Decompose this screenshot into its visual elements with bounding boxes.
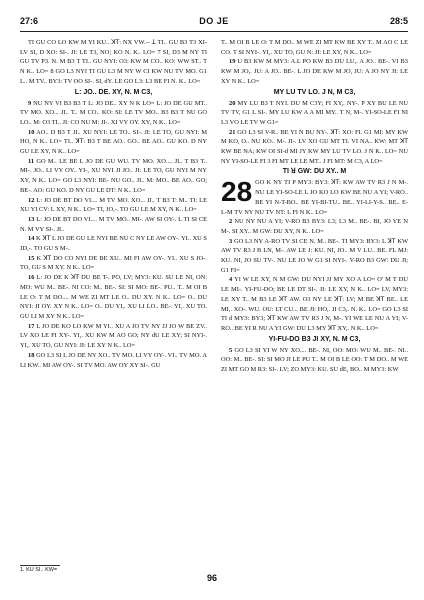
verse-paragraph [221, 275, 408, 333]
verse-number: 18 [28, 351, 35, 359]
verse-paragraph [20, 157, 207, 196]
verse-paragraph [221, 57, 408, 86]
verse-text: K ꓘꓔ DO CO NYI DE BE XU.. MI FI AW OY-. YI.. XU S JO-. TO, GU S M XY. N K.. LO= [20, 254, 207, 272]
verse-number: 17 [28, 322, 35, 330]
verse-text: TI GU CO LO KW M YI KU.. ꓘꓔ: NX VW.-- ꓕ TI.. GU B3 T3 XI-LV SI, D XO: SI-. JI: LE T3, NO; KO N. K.. LO= 7 SI, D3 M NY TI GU TV P3. N. M B3 T TI.. GU NYI: O3: KW M CO.. KO: WW ST.. T N K.. LO= 8 GO L3 NYI TI GU L3 M NY W CI KW NU TV MO. G1 L.. M TV.. BY3: TV OO SI-. SI, dY. LE GO L3: L3 BE FI N. K.. LO= [20, 39, 207, 85]
section-heading: TI ꓤ GW: DU XY.. M [282, 168, 347, 176]
verse-paragraph [20, 254, 207, 273]
verse-text: GO K NY TI P MY3: BY3: ꓘꓔ: KW AW TV R3 J N M-. NU LE YI-SO-LE L JO KO LO KW BE NU A YI; V-RO.. BE YI N-T-BO.. BE YI-BI-TU.. BE.. YI-LI-Y-S.. BE.. E-L-M TV NY NU TV NT: L FI N K.. LO= [221, 179, 408, 216]
verse-paragraph [20, 273, 207, 322]
verse-paragraph [221, 346, 408, 375]
page-number: 96 [206, 573, 217, 583]
verse-text: GO L3 SI YI W NY XO.... BE-. NI, OO: MO: WU M.. BE-. NI.. OO: M.. BE-. SI: SI MO JI LE PU T.. M OI B LE OO: T M DO.. M WE ZI MT GO M R3: SI-. LV; ZO MY3: KU. SU dE, BO.. M MY3: KW [221, 346, 408, 374]
verse-text: GO L3 NY A-RO TV SI CE N. M.. BE-. TI MY3: BY3: L ꓘꓔ KW AW TV R3 J B LN, M-. AW LE J: KU. NI, JO.. M V LU.. BE. FL MJ: KU. NI, JO SU TV-. NU LE JO W G1 SI NYI-. V-RO B3 GW: DU JI; G1 FI= [221, 237, 408, 274]
verse-text: K ꓘꓔ L JO DE GU LE NYI BE NU C NY LE AW OY-. YI.. XU S JD,-. TO GU S M-. [20, 235, 207, 253]
verse-paragraph [20, 234, 207, 253]
verse-number: 5 [229, 346, 233, 354]
verse-number: 20 [229, 99, 236, 107]
verse-paragraph [20, 99, 207, 128]
footnote-rule [20, 565, 60, 566]
section-heading: L: JO.. DE. XY, N. M C3, [74, 88, 153, 96]
chapter-verse-start: 27:6 [20, 16, 39, 26]
verse-text: T.. M OI B LE O: T M DO.. M WE ZI MT KW BE XY T.. M AO C LE CO. T SI NYI-. YI,. XU TO, GU N: JI: LE XY, N K.. LO= [221, 39, 408, 56]
verse-number: 14 [28, 235, 35, 243]
verse-text: NU NY VI B3 B3 T L: JO DE.. XY N K LO= L: JO DE GU MT.. TV MO. XO... JI.. T.. M CO.. KO: SI: LE TV MO.. B3 B3 T NU GO LO.. M: O3 TI.. JI: CO NU M: JI-. XI VY OY. XY, N K.. LO= [20, 99, 207, 126]
verse-text: L: JO DE K ꓘꓔ DU BE T-. PO, LV; MY3: KU. SU LE NI, ON: MO: WU M.. BE-. NI CO: M.. BE-. SI: SI MO: BE-. PU.. T.. M OI B LE O: T M DO.... M WE ZI MT LE O.. DU XY. N K.. LO= O.. DU NYI: JI OY. XY N K.. LO= O.. DU YI,. XU LI LO.. BE-. YI,. XU TO. GU LI M XY N K.. LO= [20, 274, 207, 320]
verse-number: 12 [28, 196, 35, 204]
verse-number: 9 [28, 99, 32, 107]
verse-number: 15 [28, 254, 35, 262]
verse-text: L JO DE KO LO KW M YI.. XU A JO TV NY JJ JO W BE ZV.. LV XO LE FI XY-. YI,. XU KW M AO GO; NY dU LE XY; SI NYI-. YI,. XU TO, GU NYI: JI: LE XY N K.. LO= [20, 322, 207, 350]
page-header [20, 16, 408, 32]
verse-number: 16 [28, 274, 35, 282]
verse-number: 10 [28, 128, 35, 136]
verse-paragraph [221, 128, 408, 167]
book-title: DO JE [199, 16, 229, 26]
verse-number: 4 [229, 276, 233, 284]
verse-paragraph [20, 322, 207, 351]
verse-text: NU NY NU A YI; V-RO B3 BY3: L3; L3 M.. BE-. BI, JO YE N M-. SI XY.. M GW: DU XY, N K.. LO= [221, 218, 408, 235]
verse-number: 19 [229, 58, 236, 66]
verse-paragraph [20, 128, 207, 157]
verse-text: YI W LE XY, N M GW: DU NYI JJ MY XO A LO= O' M T DU LE MI-. YI-FU-DO; BE LE DT SI-. JI: LE XY, N K.. LO= LV, MY3: LE XY T.. M B3 LE ꓘꓔ AW. O3 NY LE ꓘꓔ: LV; M BE ꓘꓔ BE.. LE MI,. XO-. WU. OU: LT CU... BE JI: HO,. JI C3,. N. K.. LO= GO L3 SI TI d MY3: BY3; ꓘꓔ KW AW TV R3 J N, M-. YI WE LE NU A YI; V-RO.. BE YI R NU A YI GW: DU L3 MY ꓘꓔ XY,. N K.. LO= [221, 276, 408, 332]
verse-text: GO L3 SI L JO DE NY XO.. TV MO. LI VY OY-. VI.. TV MO. A LI KW.. MI AW OY-. SI TV MO. AW OY XY SI-. GU [20, 351, 207, 369]
section-heading: YI-FU-DO B3 JI XY, N. M C3, [268, 335, 361, 343]
header-rule [20, 31, 408, 32]
chapter-verse-end: 28:5 [389, 16, 408, 26]
verse-text: L: JO DE BT DO VI.... M TV MO.. MI-. AW SI OY-. L TI SI CE N. M VY SI-. JI.. [20, 215, 207, 233]
verse-paragraph [20, 38, 207, 87]
verse-paragraph [20, 215, 207, 234]
verse-paragraph [20, 351, 207, 370]
verse-text: U B3 KW M MY3: A.L PO KW B3 DU LU,. A JO.. BE-. VI B3 KW M JO,. JU: A JO.. BE-. L JO DE KW M JO, JU: A JO NY JI: LE XY N K.. LO= [221, 58, 408, 85]
chapter-number: 28 [221, 176, 253, 208]
verse-paragraph [221, 178, 408, 217]
verse-number: 21 [229, 128, 236, 136]
verse-number: 3 [229, 237, 233, 245]
left-column [20, 38, 207, 556]
verse-number: 11 [28, 157, 35, 165]
verse-number: 2 [229, 218, 233, 226]
verse-text: AO.. D B3 T JI.. XU NYI: LE TO.. SI-. JI: LE TO, GU NYI: M HO, N K.. LO= TI.. ꓘꓔ: B3 T BE AO.. GO.. BE AO.. GU KO. D NY GU LE XY, N K.. LO= [20, 128, 207, 156]
section-heading: MY LU TV LO. J N, M C3, [273, 88, 356, 96]
verse-number: 13 [28, 215, 35, 223]
verse-paragraph [20, 196, 207, 215]
verse-text: MY LU B3 T NYI. DU M C3Y; FI XY,. NY-. P XY BU LE NU TV TV, G1 L SI-. MY LU KW A A MI MY.. T N, M-. YI-SO-LE FI NI L3 VO LE TV W G1= [221, 99, 408, 126]
verse-paragraph [221, 217, 408, 236]
verse-text: L: JO DE BT DO VI.... M TV MO. XO... JI.. T B3 T: M.. TI: LE XU YI CV: L XY, N K.. LO= TI, JO,-. TO GU LE M XY, N K.. LO= [20, 196, 207, 214]
verse-text: GO M.. LE BE L JO DE GU WU. TV MO. XO.... JI.. T B3 T.. MI-. JO.. LI VY OY.. YI-, XU NYI JI JO.. JI: LE TO, GU NYI M NY XY, N K.. LO= GO L3 NYI: BE- NU GO.. JI.. M: MO.. BE AO.. GO; BE-. AO: GU KO. D NY GU LE DT: N K.. LO= [20, 157, 207, 194]
right-column [221, 38, 408, 556]
verse-text: GO L3 SI V-R.. BE YI N BU NY-. ꓘꓔ: XO: FI. G1 MI: MY KW M KO, O.. NU KO.. M-. JI-. LV XO GU MT TI. VI NA.. KW: MT ꓘꓔ KW BE NA; KW OI SI-d MI JY KW MY LU TV LO. J N K.. LO= NU NY YI-SO-LE FI 3 FI MT LE LE MT.. J FI MT: M C3, A LO= [221, 128, 408, 165]
footnote: 1. KU SI.. KW= [20, 567, 58, 573]
verse-paragraph [221, 38, 408, 57]
verse-paragraph [221, 99, 408, 128]
verse-paragraph [221, 237, 408, 276]
